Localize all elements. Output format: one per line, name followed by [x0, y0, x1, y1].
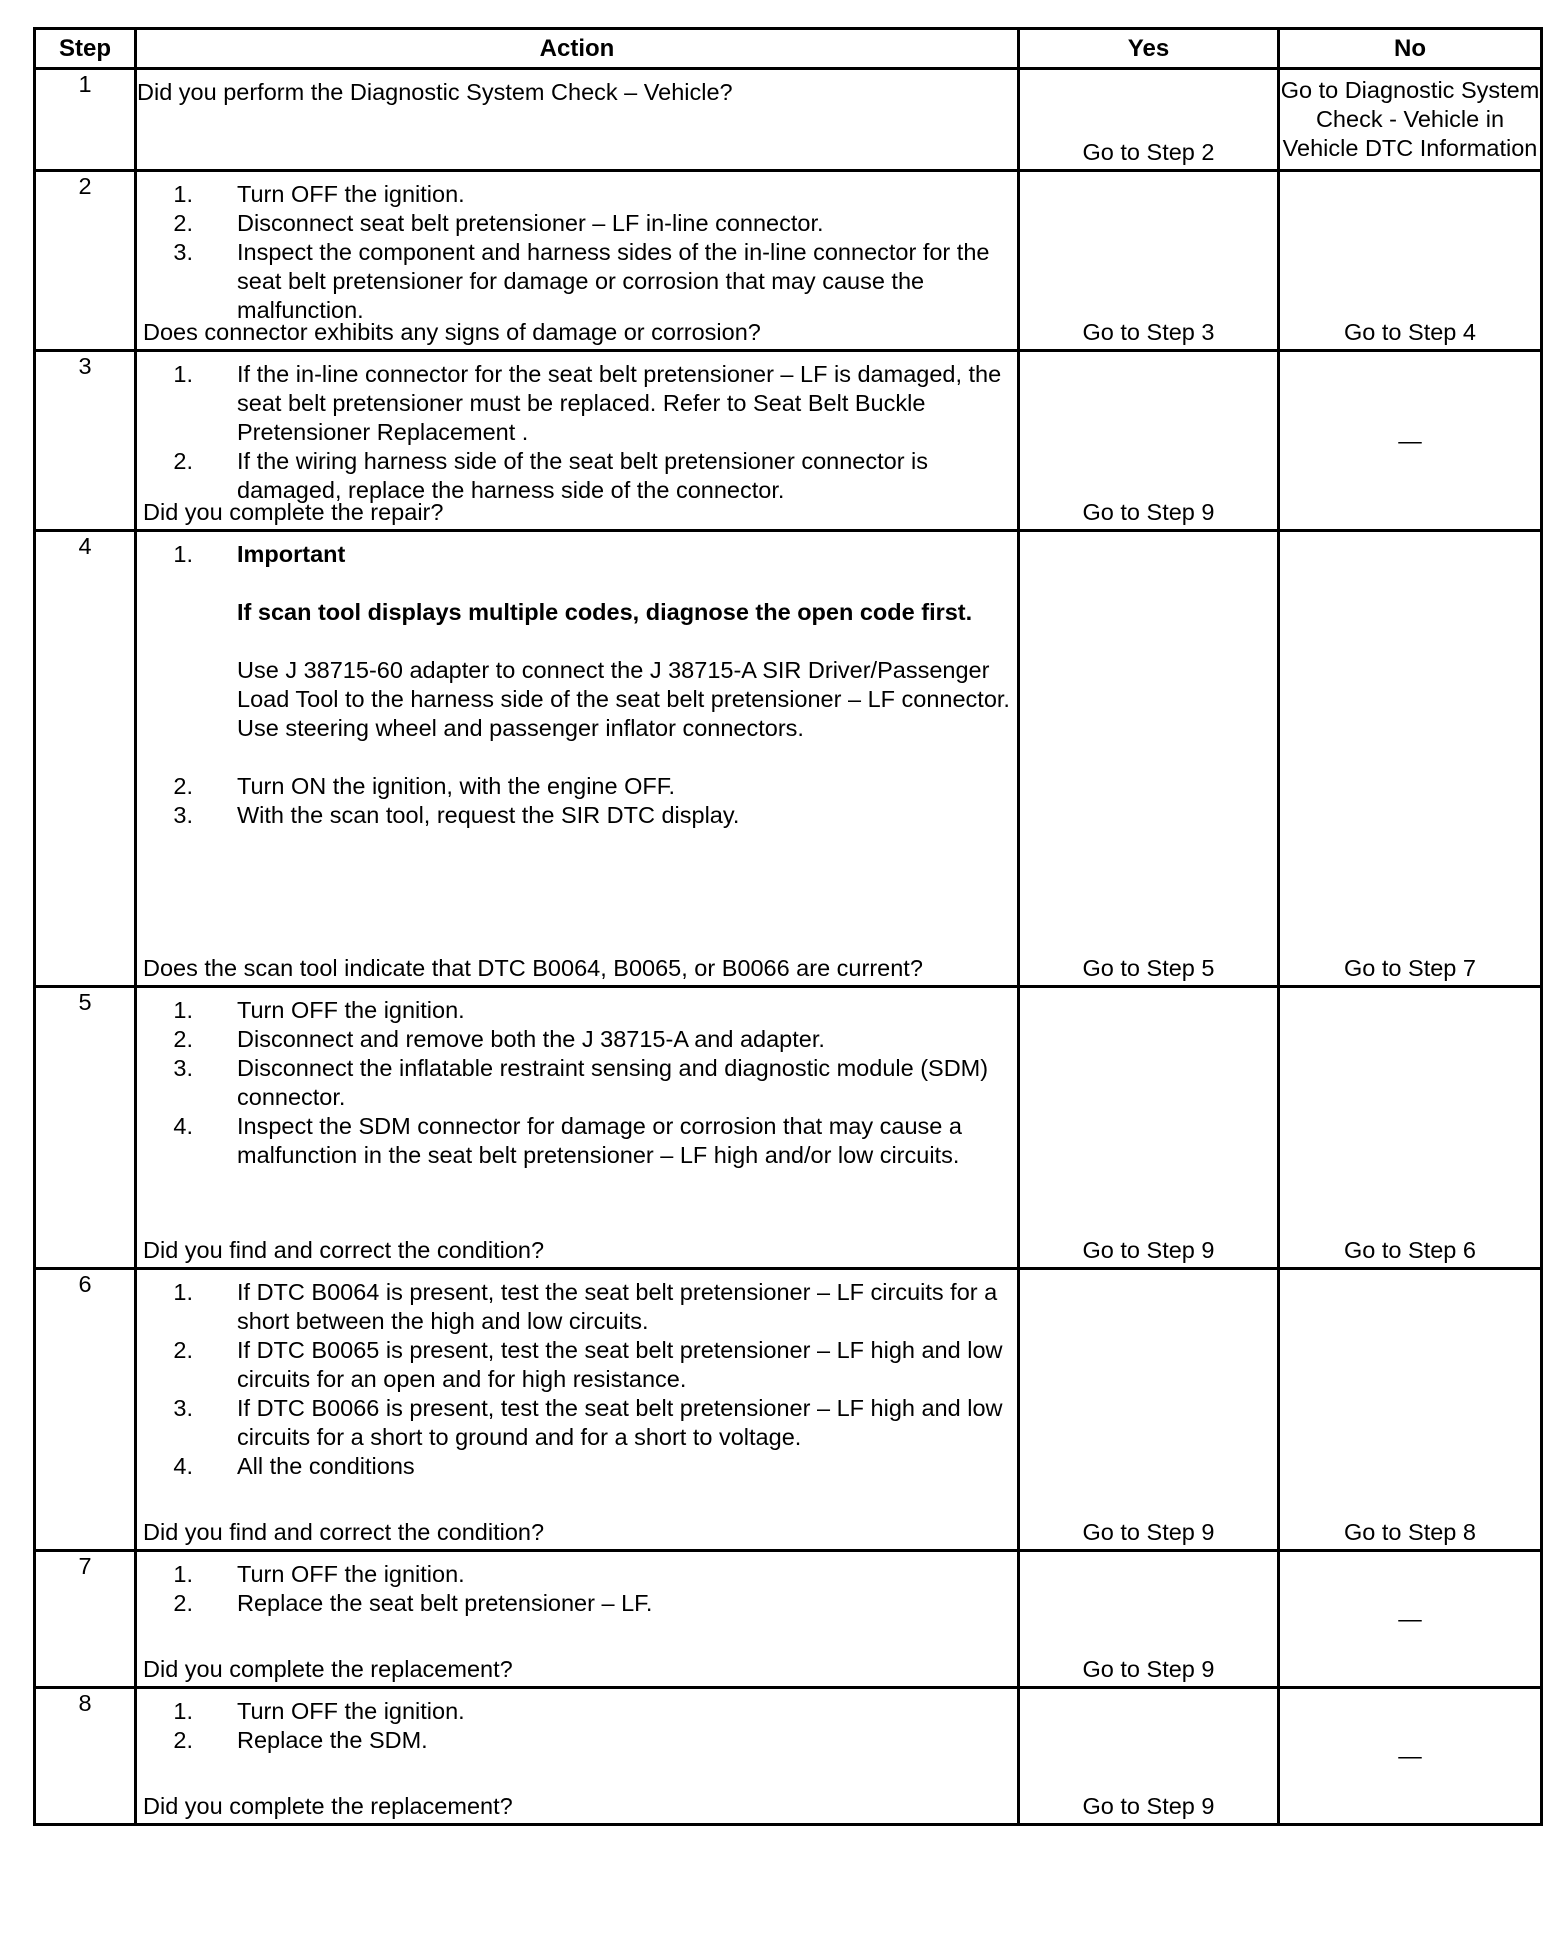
question-text: Does connector exhibits any signs of damage or corrosion? [143, 319, 761, 345]
yes-link[interactable]: Go to Step 5 [1082, 955, 1215, 981]
no-link[interactable]: Go to Step 6 [1344, 1237, 1476, 1263]
list-item: 1. Turn OFF the ignition. [173, 1698, 465, 1724]
yes-link[interactable]: Go to Step 9 [1082, 1519, 1215, 1545]
no-dash: — [1398, 427, 1422, 453]
question-text: Did you perform the Diagnostic System Check – Vehicle? [137, 79, 733, 105]
no-cell [1279, 69, 1542, 171]
no-dash: — [1398, 1742, 1422, 1769]
yes-cell [1019, 987, 1279, 1269]
list-item: 3. With the scan tool, request the SIR DTC display. [173, 802, 740, 828]
action-cell [136, 1688, 1019, 1825]
diagnostic-table [33, 27, 1543, 1826]
no-cell [1279, 1688, 1542, 1825]
important-instruction: Use J 38715-60 adapter to connect the J 38715-A SIR Driver/Passenger Load Tool to the harness side of the seat belt pretensioner – LF connector. Use steering wheel and passenger inflator connectors. [237, 657, 1010, 741]
list-item: 3. Inspect the component and harness sides of the in-line connector for the seat belt pretensioner for damage or corrosion that may cause the malfunction. [173, 239, 990, 323]
step-number: 6 [35, 1269, 136, 1551]
table-row [35, 171, 1542, 351]
step-number: 5 [35, 987, 136, 1269]
action-cell [136, 1269, 1019, 1551]
table-row [35, 987, 1542, 1269]
yes-cell [1019, 351, 1279, 531]
yes-cell [1019, 69, 1279, 171]
question-text: Did you complete the replacement? [143, 1793, 513, 1819]
step-number: 8 [35, 1688, 136, 1825]
table-row [35, 531, 1542, 987]
instruction-list [137, 540, 1017, 830]
list-item: 1. Turn OFF the ignition. [173, 181, 465, 207]
list-item: 2. Replace the SDM. [173, 1727, 428, 1753]
instruction-list [137, 1697, 1017, 1755]
list-item: 2. If DTC B0065 is present, test the seat belt pretensioner – LF high and low circuits for an open and for high resistance. [173, 1337, 1003, 1392]
table-row [35, 1551, 1542, 1688]
step-number: 4 [35, 531, 136, 987]
question-text: Does the scan tool indicate that DTC B0064, B0065, or B0066 are current? [143, 955, 923, 981]
yes-cell [1019, 1551, 1279, 1688]
action-cell [136, 987, 1019, 1269]
yes-link[interactable]: Go to Step 2 [1082, 139, 1215, 165]
table-row [35, 1688, 1542, 1825]
yes-link[interactable]: Go to Step 9 [1082, 1793, 1215, 1819]
step-number: 2 [35, 171, 136, 351]
yes-link[interactable]: Go to Step 9 [1082, 1656, 1215, 1682]
no-link[interactable]: Go to Step 4 [1344, 319, 1476, 345]
action-cell [136, 171, 1019, 351]
header-action: Action [136, 29, 1019, 69]
list-item: 2. Replace the seat belt pretensioner – LF. [173, 1590, 653, 1616]
no-link[interactable]: Go to Diagnostic System Check - Vehicle in Vehicle DTC Information [1280, 77, 1540, 161]
yes-cell [1019, 1269, 1279, 1551]
yes-cell [1019, 1688, 1279, 1825]
header-yes: Yes [1019, 29, 1279, 69]
step-number: 1 [35, 69, 136, 171]
list-item: 3. Disconnect the inflatable restraint sensing and diagnostic module (SDM) connector. [173, 1055, 989, 1110]
header-row [35, 29, 1542, 69]
no-link[interactable]: Go to Step 7 [1344, 955, 1476, 981]
instruction-list [137, 1560, 1017, 1618]
action-cell [136, 69, 1019, 171]
list-item: 1. Turn OFF the ignition. [173, 1561, 465, 1587]
instruction-list [137, 996, 1017, 1170]
important-note: If scan tool displays multiple codes, diagnose the open code first. [237, 599, 973, 625]
table-row [35, 351, 1542, 531]
list-item: 2. Turn ON the ignition, with the engine OFF. [173, 773, 676, 799]
question-text: Did you find and correct the condition? [143, 1519, 545, 1545]
action-cell [136, 531, 1019, 987]
instruction-list [137, 180, 1017, 325]
list-item: 1. Important If scan tool displays multiple codes, diagnose the open code first. Use J 38715-60 adapter to connect the J 38715-A SIR Driver/Passenger Load Tool to the harness side of the seat belt pretensioner – LF connector. Use steering wheel and passenger inflator connectors. [137, 540, 1017, 743]
question-text: Did you complete the repair? [143, 499, 444, 525]
list-item: 1. If the in-line connector for the seat belt pretensioner – LF is damaged, the seat belt pretensioner must be replaced. Refer to Seat Belt Buckle Pretensioner Replacement . [173, 361, 1002, 445]
action-cell [136, 1551, 1019, 1688]
no-cell [1279, 171, 1542, 351]
list-item: 1. If DTC B0064 is present, test the seat belt pretensioner – LF circuits for a short between the high and low circuits. [173, 1279, 998, 1334]
step-number: 3 [35, 351, 136, 531]
no-dash: — [1398, 1605, 1422, 1632]
no-cell [1279, 531, 1542, 987]
list-item: 2. If the wiring harness side of the seat belt pretensioner connector is damaged, replace the harness side of the connector. [173, 448, 929, 503]
yes-link[interactable]: Go to Step 9 [1082, 499, 1215, 525]
no-cell [1279, 1269, 1542, 1551]
no-link[interactable]: Go to Step 8 [1344, 1519, 1476, 1545]
yes-cell [1019, 531, 1279, 987]
no-cell [1279, 987, 1542, 1269]
header-no: No [1279, 29, 1542, 69]
list-item: 2. Disconnect and remove both the J 38715-A and adapter. [173, 1026, 825, 1052]
table-row [35, 69, 1542, 171]
no-cell [1279, 351, 1542, 531]
list-item: 4. All the conditions [173, 1453, 415, 1479]
table-row [35, 1269, 1542, 1551]
list-item: 2. Disconnect seat belt pretensioner – LF in-line connector. [173, 210, 824, 236]
list-item: 1. Turn OFF the ignition. [173, 997, 465, 1023]
instruction-list [137, 1278, 1017, 1481]
action-cell [136, 351, 1019, 531]
step-number: 7 [35, 1551, 136, 1688]
header-step: Step [35, 29, 136, 69]
question-text: Did you find and correct the condition? [143, 1237, 545, 1263]
question-text: Did you complete the replacement? [143, 1656, 513, 1682]
yes-link[interactable]: Go to Step 9 [1082, 1237, 1215, 1263]
list-item: 3. If DTC B0066 is present, test the seat belt pretensioner – LF high and low circuits for a short to ground and for a short to voltage. [173, 1395, 1003, 1450]
yes-cell [1019, 171, 1279, 351]
no-cell [1279, 1551, 1542, 1688]
important-heading: Important [237, 541, 346, 567]
instruction-list [137, 360, 1017, 505]
yes-link[interactable]: Go to Step 3 [1082, 319, 1215, 345]
list-item: 4. Inspect the SDM connector for damage or corrosion that may cause a malfunction in the seat belt pretensioner – LF high and/or low circuits. [173, 1113, 962, 1168]
